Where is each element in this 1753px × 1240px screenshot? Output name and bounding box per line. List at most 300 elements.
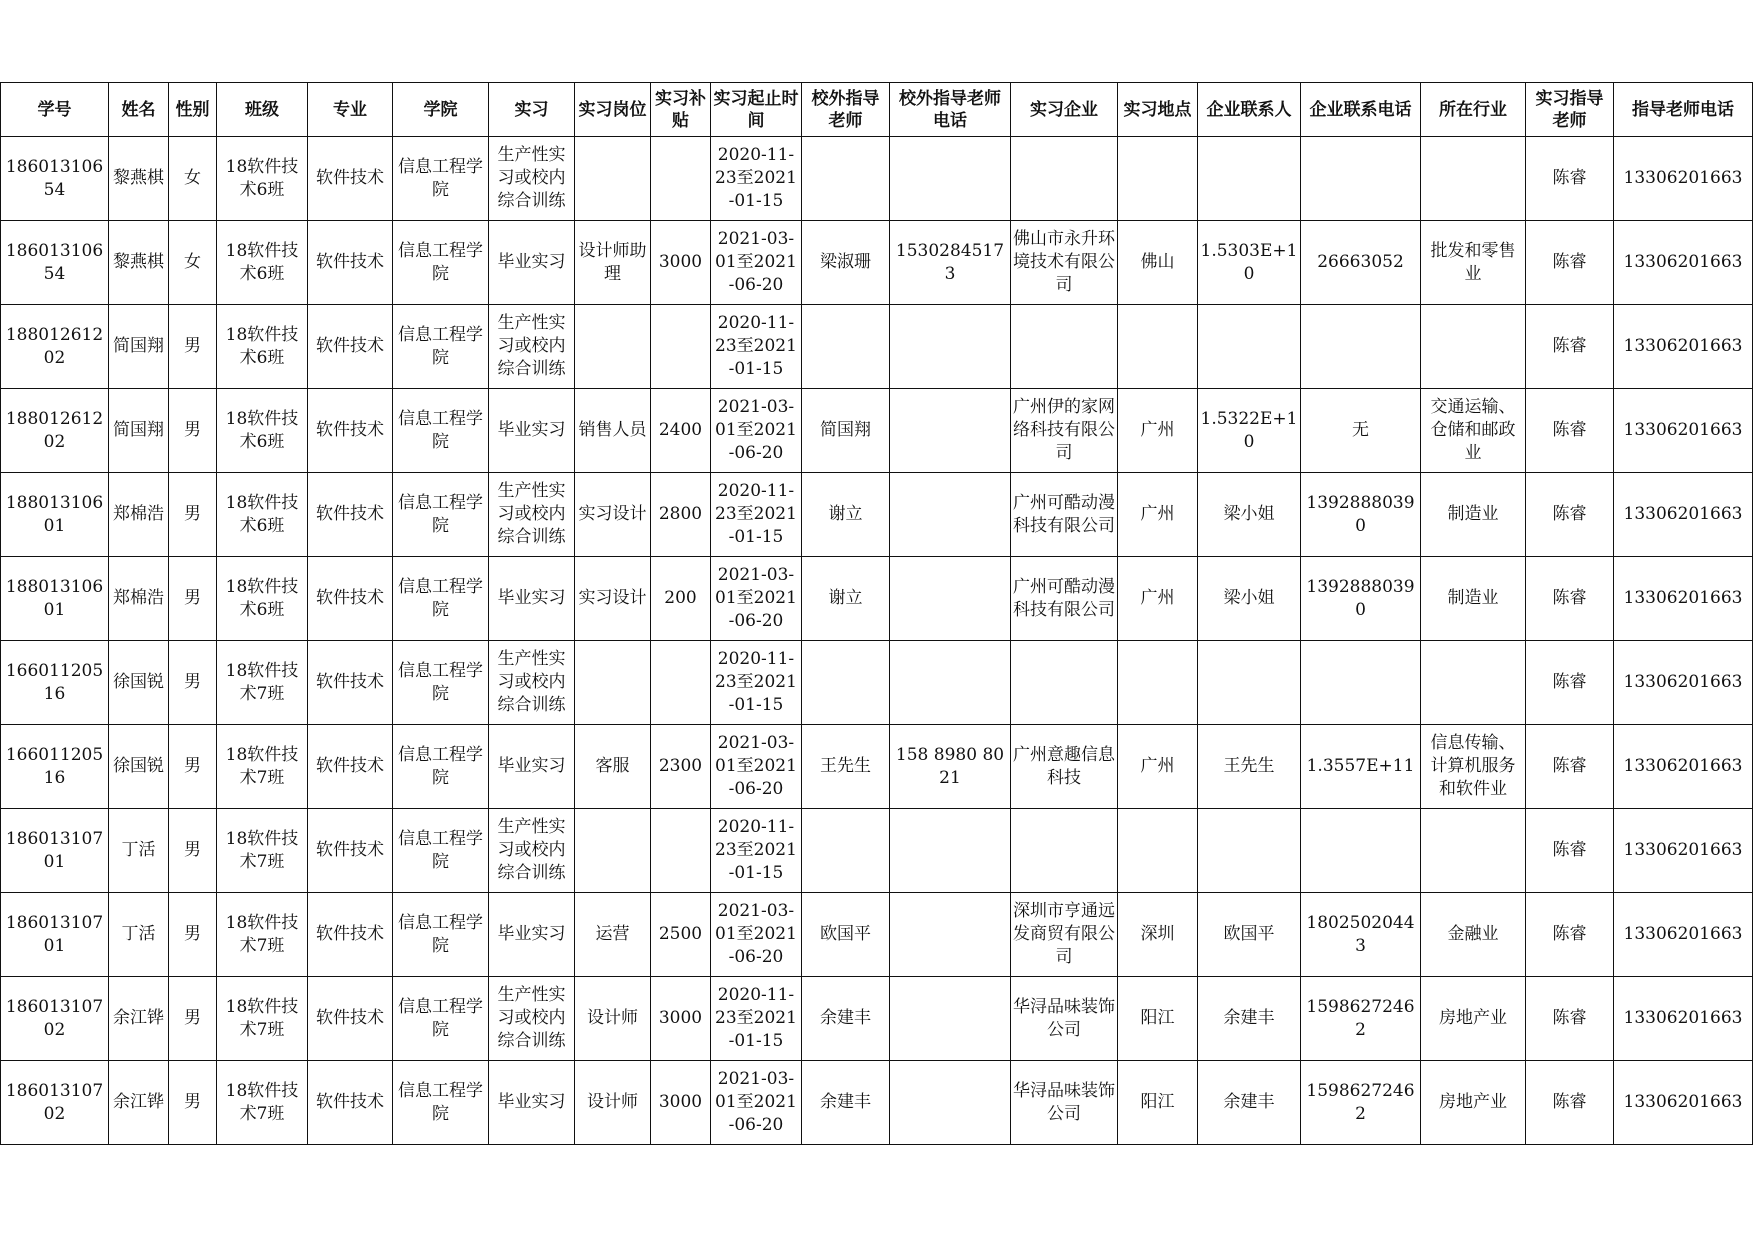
cell-text: 软件技术 [316,672,384,692]
column-header: 实习指导老师 [1526,83,1614,137]
table-cell [217,977,308,1061]
cell-text: 2021-03-01至2021-06-20 [715,733,797,799]
column-header: 学号 [1,83,109,137]
cell-text: 交通运输、仓储和邮政业 [1430,397,1516,463]
table-row [1,1061,1753,1145]
cell-text: 软件技术 [316,168,384,188]
cell-text: 18801310601 [5,492,104,536]
table-cell [1011,725,1118,809]
cell-text: 设计师 [587,1008,638,1028]
cell-text: 信息工程学院 [398,744,483,788]
table-cell [1301,977,1421,1061]
cell-text: 13306201663 [1623,168,1743,188]
cell-text: 信息传输、计算机服务和软件业 [1430,733,1516,799]
table-cell [217,557,308,641]
cell-text: 欧国平 [1223,924,1275,944]
cell-text: 广州 [1140,588,1175,608]
table-cell [1118,305,1198,389]
cell-text: 谢立 [828,504,863,524]
table-cell [1198,305,1301,389]
cell-text: 余江铧 [113,1008,164,1028]
table-cell [217,1061,308,1145]
cell-text: 余建丰 [1223,1092,1275,1112]
table-cell [802,809,890,893]
table-cell [890,473,1011,557]
table-cell [1526,809,1614,893]
cell-text: 18801261202 [5,324,104,368]
cell-text: 信息工程学院 [398,324,483,368]
table-row [1,473,1753,557]
cell-text: 毕业实习 [497,420,566,440]
table-cell [169,473,217,557]
table-cell [1614,305,1753,389]
table-cell [308,725,393,809]
table-cell [393,557,489,641]
table-cell [890,137,1011,221]
table-cell [1198,137,1301,221]
cell-text: 200 [664,588,697,608]
table-cell [217,389,308,473]
table-row [1,389,1753,473]
table-cell [308,137,393,221]
cell-text: 陈睿 [1552,168,1587,188]
table-cell [393,641,489,725]
table-cell [1421,725,1526,809]
cell-text: 2800 [658,504,703,524]
cell-text: 2021-03-01至2021-06-20 [715,901,797,967]
table-cell [169,389,217,473]
cell-text: 阳江 [1140,1092,1175,1112]
table-cell [890,305,1011,389]
table-row [1,725,1753,809]
table-cell [890,557,1011,641]
cell-text: 华浔品味装饰公司 [1013,996,1115,1040]
table-cell [1526,977,1614,1061]
cell-text: 18软件技术7班 [225,660,299,704]
table-cell [1421,473,1526,557]
cell-text: 男 [184,1008,201,1028]
column-header: 实习岗位 [575,83,651,137]
table-cell [489,977,575,1061]
table-cell [1421,557,1526,641]
table-cell [217,893,308,977]
column-header: 实习起止时间 [711,83,802,137]
table-cell [393,977,489,1061]
table-cell [169,221,217,305]
table-cell [169,305,217,389]
table-cell [1198,893,1301,977]
table-cell [1614,557,1753,641]
cell-text: 18软件技术6班 [225,576,299,620]
table-cell [169,641,217,725]
table-cell [1118,893,1198,977]
cell-text: 18软件技术6班 [225,492,299,536]
cell-text: 制造业 [1447,504,1499,524]
cell-text: 18801261202 [5,408,104,452]
cell-text: 郑棉浩 [113,588,164,608]
table-cell [1198,557,1301,641]
table-cell [1198,473,1301,557]
cell-text: 徐国锐 [113,756,164,776]
table-cell [109,137,169,221]
table-cell [1011,221,1118,305]
table-cell [1526,305,1614,389]
table-cell [1198,725,1301,809]
column-header: 专业 [308,83,393,137]
cell-text: 15986272462 [1306,1080,1415,1124]
cell-text: 18软件技术7班 [225,828,299,872]
cell-text: 设计师助理 [578,240,647,284]
cell-text: 阳江 [1140,1008,1175,1028]
table-cell [802,725,890,809]
table-cell [169,893,217,977]
cell-text: 18软件技术6班 [225,156,299,200]
cell-text: 18软件技术7班 [225,744,299,788]
column-header: 实习 [489,83,575,137]
table-body [1,137,1753,1145]
cell-text: 陈睿 [1552,1008,1587,1028]
cell-text: 2020-11-23至2021-01-15 [715,481,797,547]
cell-text: 18软件技术7班 [225,1080,299,1124]
column-header: 所在行业 [1421,83,1526,137]
table-cell [1118,557,1198,641]
table-cell [575,725,651,809]
cell-text: 18软件技术6班 [225,240,299,284]
table-cell [393,893,489,977]
table-cell [1421,137,1526,221]
table-cell [169,1061,217,1145]
cell-text: 男 [184,1092,201,1112]
cell-text: 2300 [658,756,703,776]
cell-text: 1.5303E+10 [1200,240,1298,284]
table-cell [890,221,1011,305]
table-cell [109,389,169,473]
internship-sheet [0,82,1753,1145]
cell-text: 软件技术 [316,1092,384,1112]
cell-text: 信息工程学院 [398,996,483,1040]
table-cell [109,641,169,725]
table-cell [217,473,308,557]
cell-text: 女 [184,252,201,272]
table-cell [711,977,802,1061]
cell-text: 2400 [658,420,703,440]
table-cell [1301,137,1421,221]
table-cell [1614,389,1753,473]
cell-text: 广州 [1140,504,1175,524]
table-cell [651,641,711,725]
table-cell [1198,221,1301,305]
cell-text: 生产性实习或校内综合训练 [497,985,566,1051]
table-cell [1011,809,1118,893]
cell-text: 陈睿 [1552,840,1587,860]
table-cell [890,641,1011,725]
cell-text: 男 [184,420,201,440]
table-cell [711,557,802,641]
table-cell [1,557,109,641]
cell-text: 女 [184,168,201,188]
cell-text: 佛山市永升环境技术有限公司 [1013,229,1115,295]
cell-text: 2020-11-23至2021-01-15 [715,817,797,883]
table-cell [109,305,169,389]
table-cell [109,557,169,641]
table-cell [1614,137,1753,221]
table-cell [1421,389,1526,473]
table-cell [308,557,393,641]
cell-text: 陈睿 [1552,924,1587,944]
table-cell [890,1061,1011,1145]
cell-text: 18025020443 [1306,912,1415,956]
cell-text: 广州意趣信息科技 [1013,744,1115,788]
table-cell [1614,977,1753,1061]
cell-text: 王先生 [820,756,871,776]
table-cell [1118,221,1198,305]
cell-text: 陈睿 [1552,756,1587,776]
table-cell [1118,389,1198,473]
table-cell [575,893,651,977]
cell-text: 广州 [1140,756,1175,776]
table-cell [1118,473,1198,557]
cell-text: 华浔品味装饰公司 [1013,1080,1115,1124]
cell-text: 男 [184,756,201,776]
table-cell [1301,641,1421,725]
cell-text: 软件技术 [316,504,384,524]
cell-text: 郑棉浩 [113,504,164,524]
table-row [1,137,1753,221]
table-cell [1118,977,1198,1061]
table-cell [393,1061,489,1145]
cell-text: 男 [184,672,201,692]
table-cell [1011,557,1118,641]
cell-text: 金融业 [1447,924,1499,944]
table-cell [308,809,393,893]
cell-text: 男 [184,336,201,356]
table-cell [802,977,890,1061]
table-cell [575,473,651,557]
table-cell [651,137,711,221]
table-cell [109,725,169,809]
table-cell [489,137,575,221]
table-cell [393,809,489,893]
table-cell [1,137,109,221]
table-row [1,809,1753,893]
table-cell [651,557,711,641]
table-cell [1,305,109,389]
table-cell [711,893,802,977]
table-cell [1,977,109,1061]
cell-text: 王先生 [1223,756,1275,776]
table-cell [393,305,489,389]
table-cell [217,137,308,221]
table-cell [802,137,890,221]
cell-text: 15986272462 [1306,996,1415,1040]
cell-text: 男 [184,588,201,608]
cell-text: 3000 [658,1092,703,1112]
cell-text: 丁活 [121,840,156,860]
cell-text: 软件技术 [316,588,384,608]
table-cell [489,641,575,725]
column-header: 班级 [217,83,308,137]
table-cell [169,977,217,1061]
cell-text: 批发和零售业 [1430,240,1516,284]
table-cell [711,389,802,473]
table-cell [1614,641,1753,725]
cell-text: 黎燕棋 [113,252,164,272]
cell-text: 简国翔 [113,336,164,356]
table-cell [711,221,802,305]
table-cell [393,473,489,557]
cell-text: 软件技术 [316,1008,384,1028]
cell-text: 徐国锐 [113,672,164,692]
table-cell [1526,725,1614,809]
cell-text: 26663052 [1317,252,1404,272]
table-cell [1011,1061,1118,1145]
table-cell [1526,557,1614,641]
table-cell [802,1061,890,1145]
table-cell [802,389,890,473]
cell-text: 生产性实习或校内综合训练 [497,313,566,379]
table-cell [890,893,1011,977]
table-cell [109,221,169,305]
table-cell [217,809,308,893]
table-cell [489,305,575,389]
cell-text: 13928880390 [1306,492,1415,536]
table-cell [1301,389,1421,473]
cell-text: 13306201663 [1623,420,1743,440]
table-cell [1118,725,1198,809]
cell-text: 18601310654 [5,240,104,284]
cell-text: 信息工程学院 [398,408,483,452]
table-cell [1421,221,1526,305]
cell-text: 广州伊的家网络科技有限公司 [1013,397,1115,463]
cell-text: 3000 [658,1008,703,1028]
table-cell [1118,1061,1198,1145]
table-cell [651,977,711,1061]
cell-text: 广州可酷动漫科技有限公司 [1013,576,1115,620]
cell-text: 男 [184,504,201,524]
column-header: 实习补贴 [651,83,711,137]
cell-text: 无 [1352,420,1369,440]
header-row [1,83,1753,137]
cell-text: 余建丰 [820,1092,871,1112]
cell-text: 2021-03-01至2021-06-20 [715,1069,797,1135]
table-cell [890,977,1011,1061]
cell-text: 3000 [658,252,703,272]
table-cell [489,473,575,557]
cell-text: 毕业实习 [497,756,566,776]
cell-text: 信息工程学院 [398,828,483,872]
cell-text: 毕业实习 [497,1092,566,1112]
cell-text: 毕业实习 [497,252,566,272]
column-header: 校外指导老师 [802,83,890,137]
table-cell [890,725,1011,809]
table-cell [217,725,308,809]
table-cell [217,641,308,725]
table-cell [575,137,651,221]
cell-text: 软件技术 [316,924,384,944]
table-cell [1614,725,1753,809]
cell-text: 生产性实习或校内综合训练 [497,481,566,547]
cell-text: 18软件技术6班 [225,324,299,368]
table-cell [1421,809,1526,893]
table-cell [711,1061,802,1145]
cell-text: 16601120516 [5,744,104,788]
table-cell [575,557,651,641]
cell-text: 信息工程学院 [398,912,483,956]
cell-text: 2500 [658,924,703,944]
cell-text: 信息工程学院 [398,156,483,200]
column-header: 企业联系电话 [1301,83,1421,137]
table-cell [651,809,711,893]
cell-text: 13928880390 [1306,576,1415,620]
cell-text: 实习设计 [578,588,647,608]
cell-text: 18601310654 [5,156,104,200]
cell-text: 13306201663 [1623,588,1743,608]
table-cell [1526,1061,1614,1145]
table-cell [109,809,169,893]
cell-text: 信息工程学院 [398,1080,483,1124]
table-cell [1526,389,1614,473]
column-header: 学院 [393,83,489,137]
cell-text: 13306201663 [1623,1008,1743,1028]
cell-text: 实习设计 [578,504,647,524]
cell-text: 2020-11-23至2021-01-15 [715,985,797,1051]
table-cell [1118,809,1198,893]
cell-text: 13306201663 [1623,252,1743,272]
table-cell [489,809,575,893]
table-cell [308,305,393,389]
table-cell [1421,1061,1526,1145]
cell-text: 陈睿 [1552,252,1587,272]
cell-text: 黎燕棋 [113,168,164,188]
table-cell [575,221,651,305]
table-cell [308,473,393,557]
table-cell [308,641,393,725]
table-cell [1526,893,1614,977]
table-cell [802,305,890,389]
cell-text: 毕业实习 [497,588,566,608]
table-cell [1198,389,1301,473]
table-cell [1421,641,1526,725]
table-cell [1198,977,1301,1061]
cell-text: 13306201663 [1623,840,1743,860]
cell-text: 简国翔 [113,420,164,440]
cell-text: 软件技术 [316,756,384,776]
cell-text: 软件技术 [316,420,384,440]
table-cell [1301,1061,1421,1145]
cell-text: 18601310701 [5,912,104,956]
table-row [1,893,1753,977]
cell-text: 制造业 [1447,588,1499,608]
table-cell [1011,641,1118,725]
table-cell [308,977,393,1061]
cell-text: 简国翔 [820,420,871,440]
table-cell [1301,473,1421,557]
cell-text: 13306201663 [1623,756,1743,776]
table-cell [1301,725,1421,809]
table-cell [1011,977,1118,1061]
table-cell [575,305,651,389]
table-cell [1198,809,1301,893]
cell-text: 陈睿 [1552,588,1587,608]
cell-text: 18软件技术7班 [225,996,299,1040]
cell-text: 18601310702 [5,996,104,1040]
cell-text: 男 [184,924,201,944]
cell-text: 运营 [595,924,630,944]
table-cell [1,473,109,557]
cell-text: 16601120516 [5,660,104,704]
cell-text: 软件技术 [316,336,384,356]
table-cell [575,1061,651,1145]
